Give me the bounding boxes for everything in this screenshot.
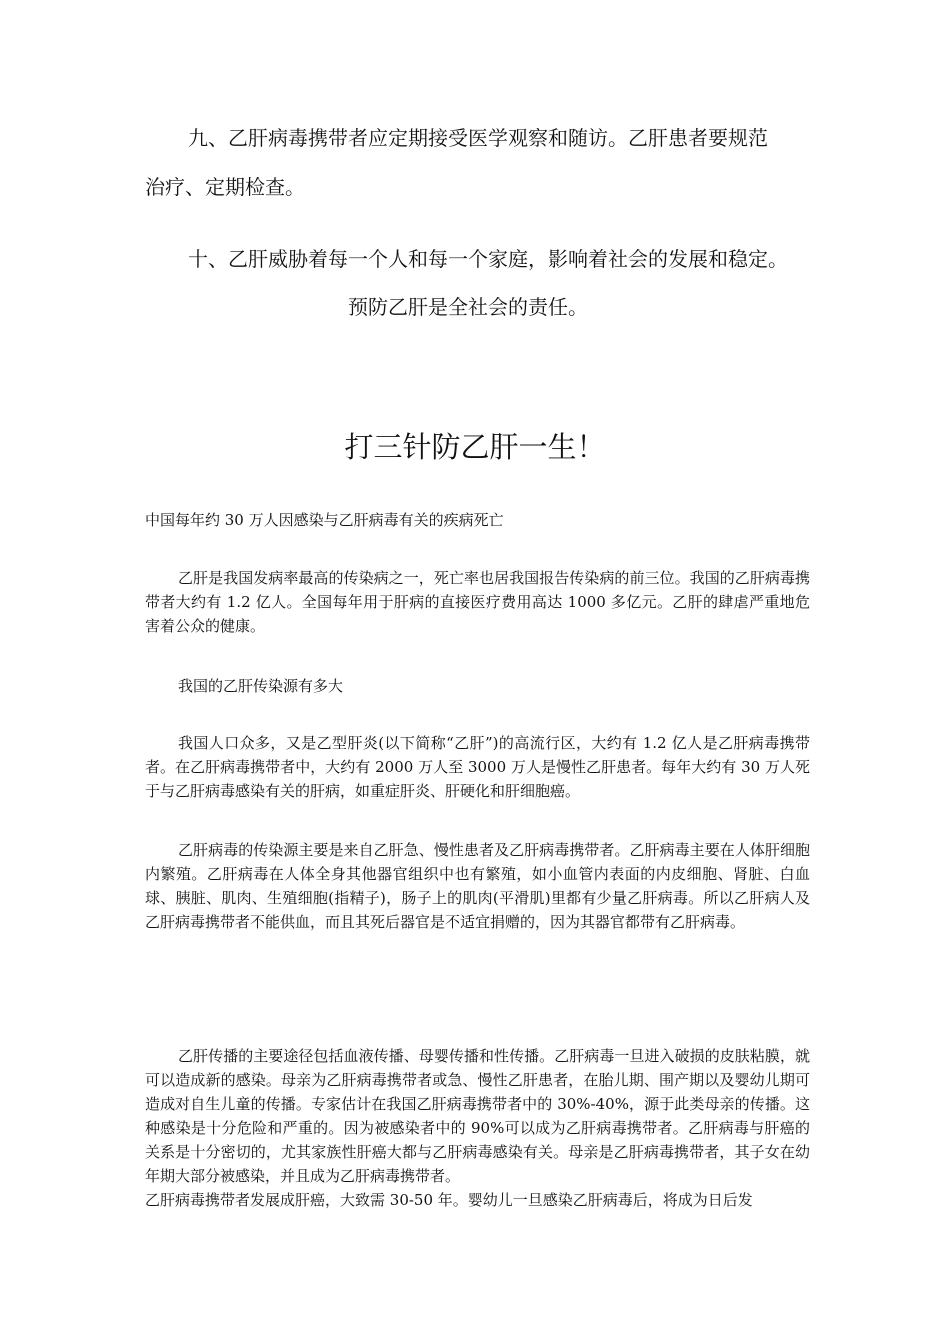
article-title: 打三针防乙肝一生！: [344, 430, 606, 464]
item-10-line-2: 预防乙肝是全社会的责任。: [348, 295, 588, 319]
paragraph-4-last-line: 乙肝病毒携带者发展成肝癌，大致需 30-50 年。婴幼儿一旦感染乙肝病毒后，将成为日后发: [145, 1191, 753, 1209]
article-lead: 中国每年约 30 万人因感染与乙肝病毒有关的疾病死亡: [145, 511, 504, 529]
paragraph-4: 乙肝传播的主要途径包括血液传播、母婴传播和性传播。乙肝病毒一旦进入破损的皮肤粘膜，就可以造成新的感染。母亲为乙肝病毒携带者或急、慢性乙肝患者，在胎儿期、围产期以及婴幼儿期可造成对自生儿童的传播。专家估计在我国乙肝病毒携带者中的 30%-40%，源于此类母亲的传播。这种感染是十分危险和严重的。因为被感染者中的 90%可以成为乙肝病毒携带者。乙肝病毒与肝癌的关系是十分密切的，尤其家族性肝癌大都与乙肝病毒感染有关。母亲是乙肝病毒携带者，其子女在幼年期大部分被感染，并且成为乙肝病毒携带者。: [145, 1047, 810, 1185]
paragraph-3: 乙肝病毒的传染源主要是来自乙肝急、慢性患者及乙肝病毒携带者。乙肝病毒主要在人体肝细胞内繁殖。乙肝病毒在人体全身其他器官组织中也有繁殖，如小血管内表面的内皮细胞、肾脏、白血球、胰脏、肌肉、生殖细胞(指精子)，肠子上的肌肉(平滑肌)里都有少量乙肝病毒。所以乙肝病人及乙肝病毒携带者不能供血，而且其死后器官是不适宜捐赠的，因为其器官都带有乙肝病毒。: [145, 841, 810, 931]
item-10-line-1: 十、乙肝威胁着每一个人和每一个家庭，影响着社会的发展和稳定。: [188, 247, 788, 271]
paragraph-2: 我国人口众多，又是乙型肝炎(以下简称“乙肝”)的高流行区，大约有 1.2 亿人是乙肝病毒携带者。在乙肝病毒携带者中，大约有 2000 万人至 3000 万人是慢性乙肝患者。每年大约有 30 万人死于与乙肝病毒感染有关的肝病，如重症肝炎、肝硬化和肝细胞癌。: [145, 734, 810, 800]
item-9-line-2: 治疗、定期检查。: [145, 175, 305, 199]
item-9-line-1: 九、乙肝病毒携带者应定期接受医学观察和随访。乙肝患者要规范: [188, 126, 768, 150]
subheading: 我国的乙肝传染源有多大: [178, 677, 344, 695]
paragraph-1: 乙肝是我国发病率最高的传染病之一，死亡率也居我国报告传染病的前三位。我国的乙肝病毒携带者大约有 1.2 亿人。全国每年用于肝病的直接医疗费用高达 1000 多亿元。乙肝的肆虐严重地危害着公众的健康。: [145, 569, 810, 635]
